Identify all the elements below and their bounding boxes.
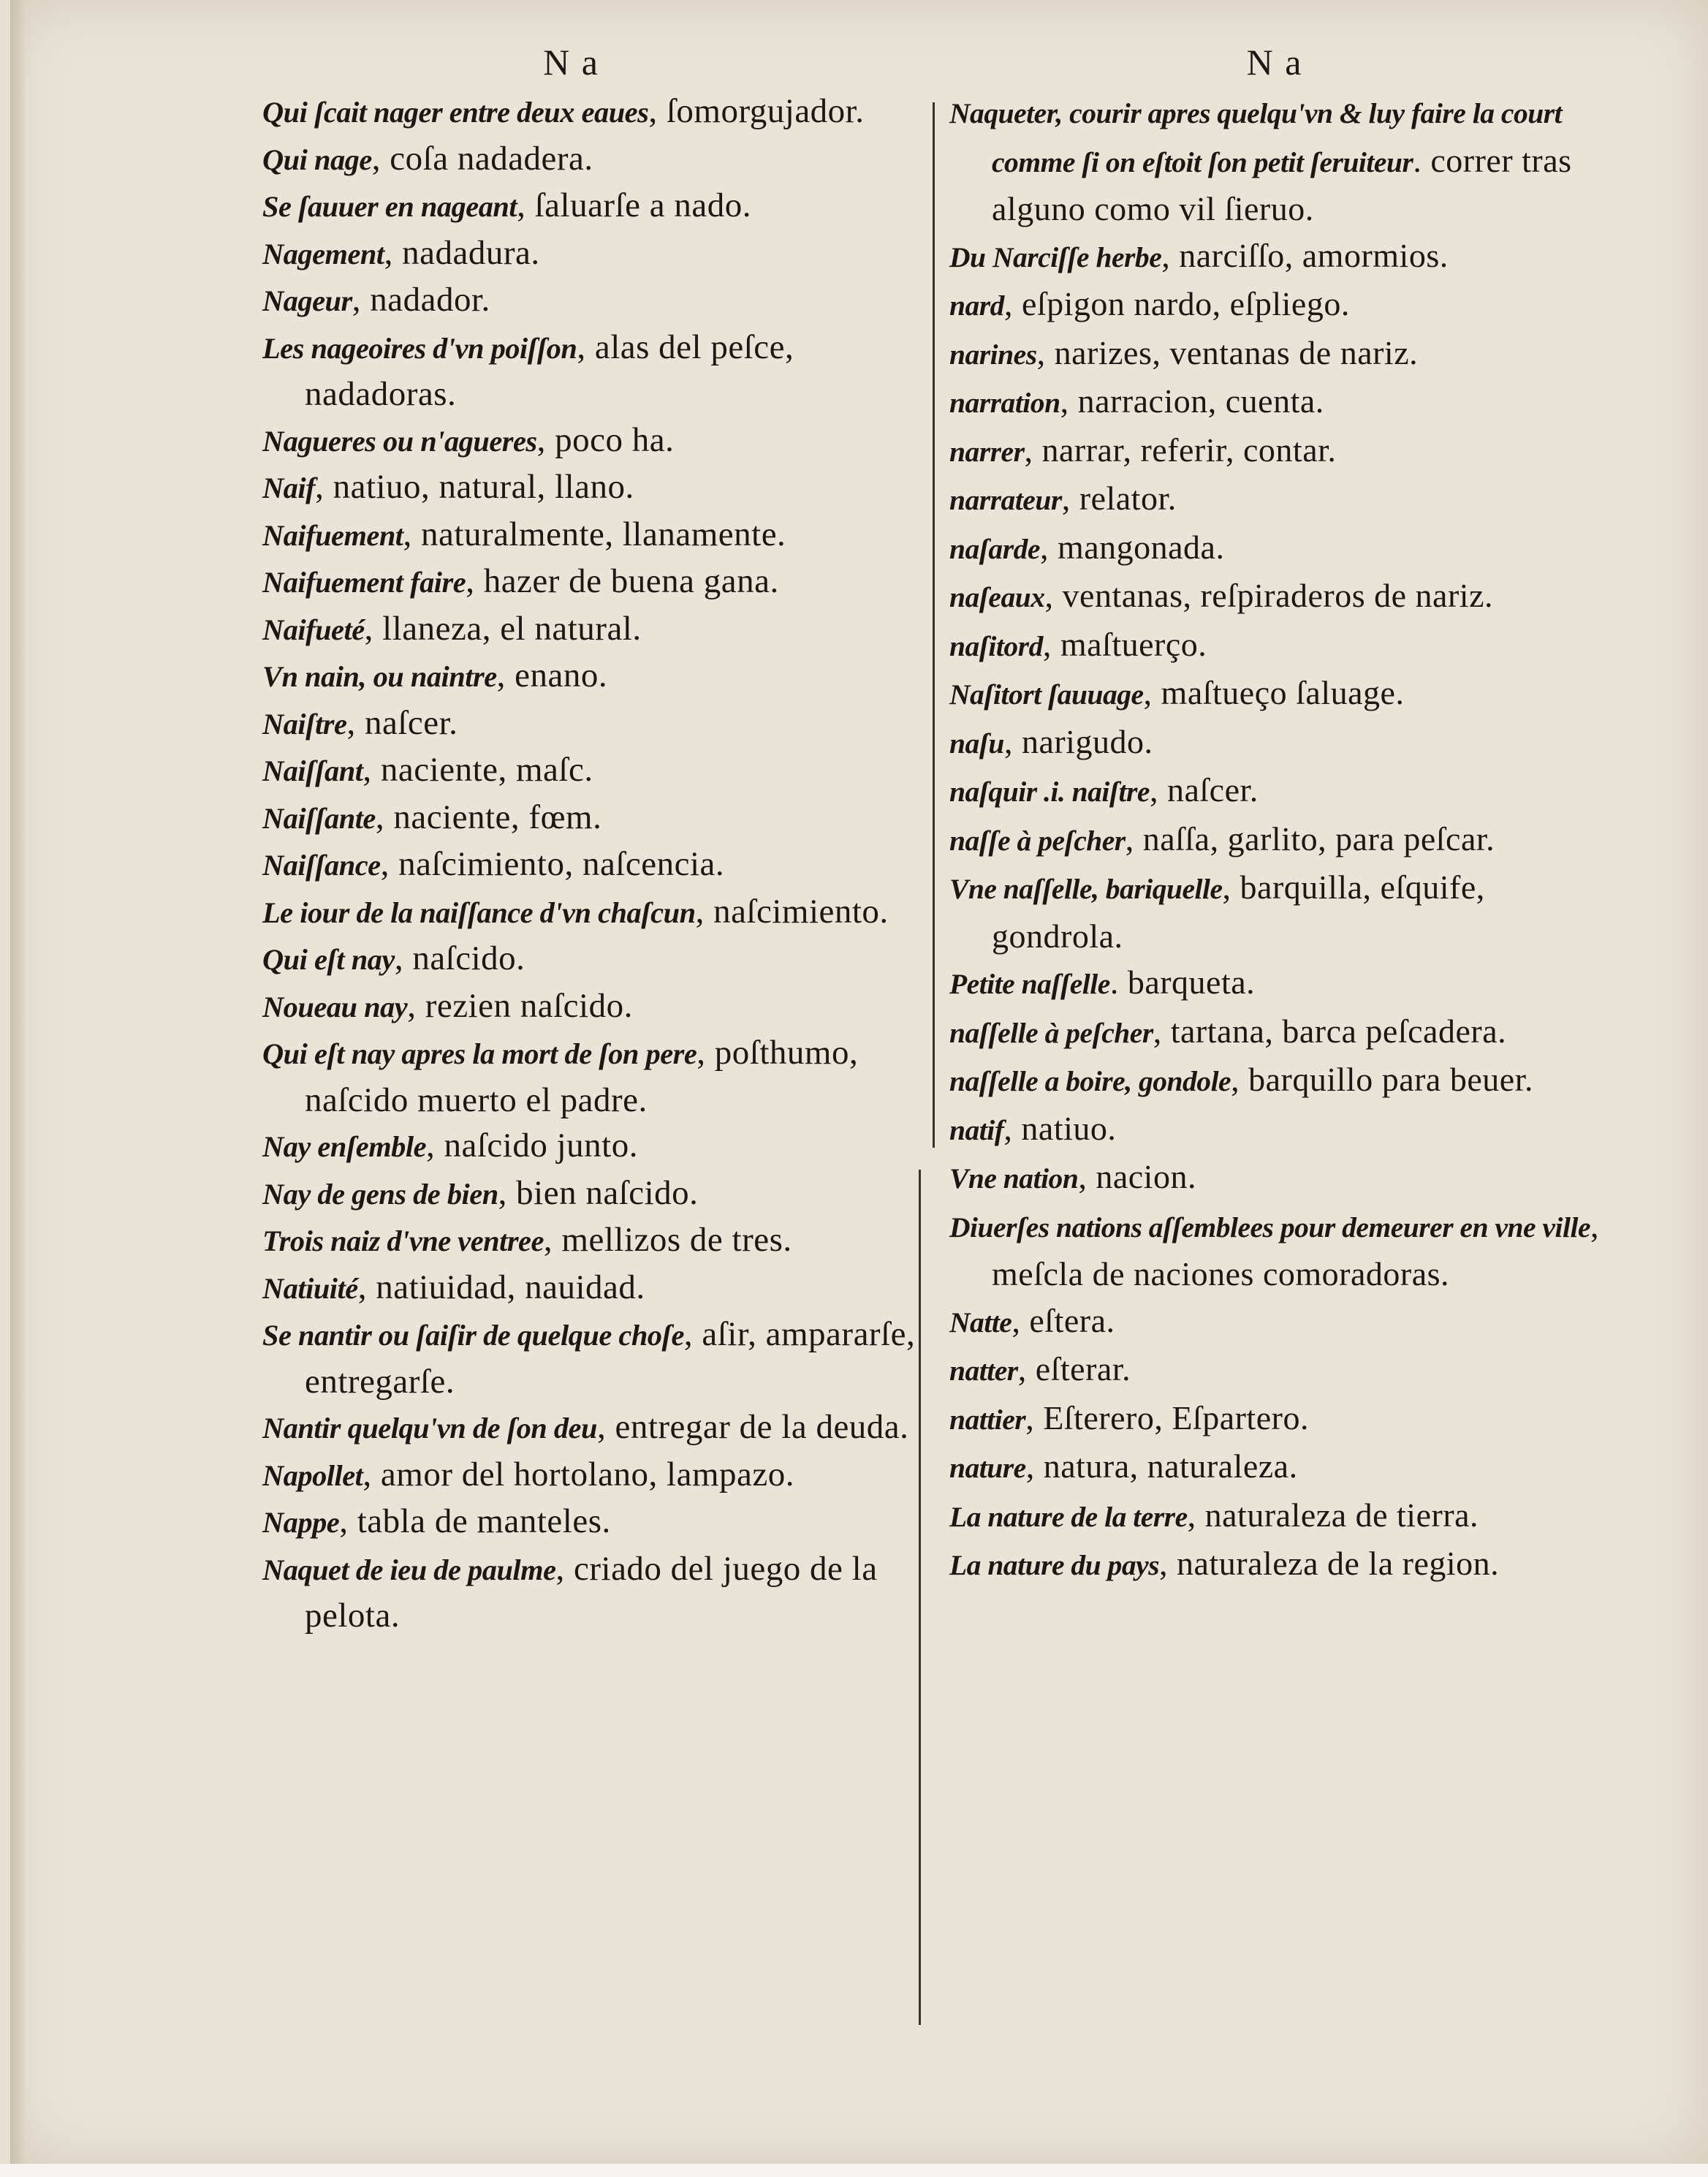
dictionary-entry	[262, 1452, 924, 1499]
dictionary-entry	[262, 88, 924, 136]
entry-headword: Natte	[949, 1306, 1012, 1339]
entry-translation: , naturaleza de tierra.	[1187, 1496, 1479, 1534]
dictionary-entry	[949, 427, 1622, 476]
page-bottom-edge	[0, 2164, 1708, 2177]
dictionary-entry	[949, 524, 1622, 573]
dictionary-entry	[949, 767, 1622, 816]
entry-headword: La nature de la terre	[949, 1500, 1188, 1533]
dictionary-entry	[949, 621, 1622, 670]
entry-headword: naſu	[949, 727, 1004, 760]
entry-headword: Naifuement faire	[262, 566, 466, 599]
entry-translation: , poſthumo, naſcido muerto el padre.	[305, 1034, 859, 1119]
entry-headword: Nagement	[262, 237, 384, 270]
entry-translation: , eſpigon nardo, eſpliego.	[1003, 285, 1350, 322]
entry-translation: , Eſterero, Eſpartero.	[1025, 1398, 1309, 1436]
entry-headword: Naiſſant	[262, 754, 363, 787]
entry-translation: , poco ha.	[536, 420, 675, 459]
entry-translation: , amor del hortolano, lampazo.	[363, 1455, 794, 1493]
dictionary-entry	[262, 1170, 924, 1218]
entry-translation: , entregar de la deuda.	[596, 1408, 909, 1446]
entry-headword: narines	[949, 338, 1037, 371]
entry-translation: , relator.	[1061, 480, 1177, 517]
entry-translation: , rezien naſcido.	[407, 986, 633, 1025]
dictionary-entry	[262, 606, 924, 654]
entry-headword: Qui eſt nay	[262, 943, 395, 976]
dictionary-entry	[949, 572, 1622, 621]
entry-translation: , bien naſcido.	[498, 1173, 699, 1212]
dictionary-entry	[949, 1154, 1622, 1203]
entry-translation: , naciente, maſc.	[363, 751, 593, 789]
dictionary-entry	[262, 512, 924, 559]
entry-translation: , natiuo, natural, llano.	[315, 468, 634, 506]
entry-headword: nattier	[949, 1403, 1026, 1436]
entry-headword: narrateur	[949, 484, 1062, 516]
entry-translation: , naſcido.	[394, 939, 525, 977]
dictionary-entry	[262, 795, 924, 842]
right-column	[949, 40, 1622, 1589]
entry-translation: , maſtueço ſaluage.	[1143, 674, 1405, 711]
entry-translation: , tabla de manteles.	[339, 1502, 611, 1540]
entry-headword: narrer	[949, 435, 1025, 468]
dictionary-entry	[262, 1030, 924, 1123]
dictionary-entry	[262, 1546, 924, 1639]
entry-translation: , naſſa, garlito, para peſcar.	[1125, 819, 1495, 857]
entry-headword: Se ſauuer en nageant	[262, 190, 517, 223]
entry-translation: , nacion.	[1078, 1158, 1196, 1195]
dictionary-entry	[262, 1265, 924, 1312]
dictionary-entry	[949, 864, 1622, 959]
entry-headword: Se nantir ou ſaiſir de quelque choſe	[262, 1319, 684, 1352]
entry-translation: , meſcla de naciones comoradoras.	[992, 1206, 1599, 1292]
dictionary-entry	[262, 936, 924, 983]
entry-headword: Qui eſt nay apres la mort de ſon pere	[262, 1037, 697, 1070]
entry-translation: , naſcer.	[1149, 771, 1259, 809]
entry-headword: Le iour de la naiſſance d'vn chaſcun	[262, 896, 696, 929]
entry-headword: Naifuement	[262, 518, 403, 552]
dictionary-entry	[949, 232, 1622, 281]
dictionary-entry	[949, 1540, 1622, 1589]
entry-headword: naſeaux	[949, 581, 1045, 613]
dictionary-entry	[949, 1105, 1622, 1154]
dictionary-entry	[949, 281, 1622, 330]
entry-headword: naſſelle à peſcher	[949, 1016, 1153, 1049]
entry-headword: Vne nation	[949, 1162, 1079, 1194]
dictionary-entry	[949, 330, 1622, 379]
entry-translation: , narizes, ventanas de nariz.	[1036, 333, 1419, 371]
dictionary-entry	[949, 475, 1622, 524]
entry-headword: nard	[949, 289, 1004, 322]
entry-translation: , naſcer.	[346, 703, 458, 742]
entry-translation: , coſa nadadera.	[371, 139, 593, 178]
entry-headword: Naifueté	[262, 613, 365, 646]
dictionary-entry	[262, 747, 924, 795]
dictionary-entry	[262, 653, 924, 700]
entry-headword: Naiſtre	[262, 707, 347, 741]
entry-headword: Qui ſcait nager entre deux eaues	[262, 96, 649, 129]
entry-headword: Nageur	[262, 284, 352, 317]
entry-translation: , ſomorgujador.	[648, 92, 865, 130]
right-column-header: N a	[1246, 42, 1303, 83]
entry-headword: Nagueres ou n'agueres	[262, 424, 537, 458]
dictionary-entry	[949, 1492, 1622, 1541]
entry-headword: Napollet	[262, 1458, 363, 1492]
entry-headword: Nay enſemble	[262, 1130, 427, 1163]
dictionary-entry	[949, 1298, 1622, 1347]
left-column	[262, 40, 924, 1639]
entry-translation: , ſaluarſe a nado.	[517, 186, 751, 224]
entry-translation: , naturalmente, llanamente.	[403, 515, 786, 553]
dictionary-entry	[262, 841, 924, 889]
entry-translation: , alas del peſce, nadadoras.	[305, 328, 794, 413]
dictionary-entry	[949, 1008, 1622, 1057]
dictionary-entry	[949, 1056, 1622, 1105]
right-entry-list	[949, 88, 1622, 1589]
entry-translation: , barquilla, eſquife, gondrola.	[992, 868, 1485, 955]
dictionary-entry	[262, 1123, 924, 1170]
entry-translation: , narrar, referir, contar.	[1024, 431, 1337, 469]
dictionary-entry	[949, 88, 1622, 232]
entry-translation: , eſtera.	[1011, 1301, 1115, 1339]
dictionary-entry	[262, 983, 924, 1031]
dictionary-entry	[262, 559, 924, 606]
entry-headword: Vne naſſelle, bariquelle	[949, 873, 1223, 905]
entry-headword: Nay de gens de bien	[262, 1177, 498, 1211]
dictionary-entry	[949, 959, 1622, 1008]
entry-translation: , tartana, barca peſcadera.	[1153, 1012, 1507, 1050]
column-rule-left	[933, 102, 935, 1148]
entry-headword: Du Narciſſe herbe	[949, 241, 1162, 273]
entry-translation: , naturaleza de la region.	[1159, 1545, 1500, 1582]
entry-headword: Natiuité	[262, 1271, 358, 1305]
entry-translation: , barquillo para beuer.	[1231, 1061, 1533, 1098]
entry-translation: . correr tras alguno como vil ſieruo.	[992, 141, 1572, 227]
entry-translation: , natiuidad, nauidad.	[357, 1268, 645, 1306]
entry-translation: , naſcimiento.	[695, 892, 889, 931]
entry-headword: Naquet de ieu de paulme	[262, 1553, 556, 1586]
dictionary-entry	[262, 230, 924, 278]
dictionary-entry	[949, 670, 1622, 719]
entry-headword: Nantir quelqu'vn de ſon deu	[262, 1412, 597, 1445]
dictionary-entry	[262, 1217, 924, 1265]
entry-headword: naſitord	[949, 629, 1043, 662]
entry-headword: narration	[949, 387, 1060, 419]
dictionary-entry	[262, 183, 924, 230]
entry-headword: Les nageoires d'vn poiſſon	[262, 331, 577, 365]
entry-headword: Vn nain, ou naintre	[262, 660, 497, 693]
dictionary-entry	[949, 1395, 1622, 1444]
dictionary-entry	[949, 1203, 1622, 1298]
entry-translation: , naſcido junto.	[426, 1127, 638, 1165]
dictionary-entry	[949, 719, 1622, 768]
left-entry-list	[262, 88, 924, 1639]
entry-headword: Qui nage	[262, 143, 372, 176]
entry-headword: Diuerſes nations aſſemblees pour demeurer en vne ville	[949, 1211, 1590, 1243]
entry-translation: , enano.	[496, 656, 608, 694]
dictionary-entry	[949, 816, 1622, 865]
entry-translation: , naciente, fœm.	[375, 798, 602, 836]
dictionary-entry	[262, 889, 924, 936]
entry-translation: , naſcimiento, naſcencia.	[380, 845, 725, 883]
entry-translation: , hazer de buena gana.	[466, 562, 779, 600]
entry-translation: , natura, naturaleza.	[1025, 1447, 1298, 1485]
entry-headword: natif	[949, 1113, 1004, 1146]
dictionary-entry	[949, 1346, 1622, 1395]
dictionary-entry	[262, 277, 924, 325]
entry-headword: La nature du pays	[949, 1549, 1160, 1581]
entry-translation: , natiuo.	[1003, 1109, 1117, 1147]
entry-headword: Naſitort ſauuage	[949, 678, 1144, 711]
entry-translation: , nadador.	[352, 281, 490, 319]
entry-translation: , mangonada.	[1039, 528, 1225, 566]
dictionary-entry	[262, 464, 924, 512]
entry-translation: , eſterar.	[1017, 1350, 1131, 1387]
entry-headword: nature	[949, 1452, 1026, 1484]
entry-translation: , maſtuerço.	[1042, 625, 1207, 663]
entry-headword: naſarde	[949, 532, 1040, 565]
left-column-header: N a	[543, 42, 599, 83]
entry-translation: , llaneza, el natural.	[364, 609, 642, 648]
entry-translation: , aſir, ampararſe, entregarſe.	[305, 1315, 916, 1401]
entry-headword: naſſelle a boire, gondole	[949, 1065, 1231, 1097]
dictionary-entry	[262, 325, 924, 417]
entry-headword: naſquir .i. naiſtre	[949, 776, 1150, 808]
dictionary-entry	[262, 417, 924, 465]
dictionary-entry	[262, 700, 924, 748]
entry-headword: Noueau nay	[262, 990, 408, 1023]
dictionary-entry	[262, 1311, 924, 1404]
entry-headword: Trois naiz d'vne ventree	[262, 1224, 544, 1257]
dictionary-entry	[949, 378, 1622, 427]
dictionary-entry	[262, 136, 924, 183]
entry-translation: , narciſſo, amormios.	[1161, 236, 1449, 274]
dictionary-entry	[262, 1404, 924, 1452]
dictionary-page	[10, 0, 1708, 2164]
dictionary-entry	[262, 1499, 924, 1546]
entry-headword: Naiſſance	[262, 849, 381, 882]
entry-headword: Naqueter, courir apres quelqu'vn & luy faire la court comme ſi on eſtoit ſon petit ſeruiteur	[949, 97, 1563, 178]
entry-headword: Naif	[262, 472, 316, 504]
entry-headword: Petite naſſelle	[949, 968, 1110, 1000]
entry-translation: , nadadura.	[384, 233, 540, 272]
entry-headword: Naiſſante	[262, 801, 376, 835]
entry-translation: , narigudo.	[1003, 722, 1153, 760]
entry-translation: , ventanas, reſpiraderos de nariz.	[1044, 577, 1493, 614]
entry-headword: Nappe	[262, 1506, 340, 1539]
dictionary-entry	[949, 1443, 1622, 1492]
entry-translation: . barqueta.	[1109, 963, 1256, 1001]
entry-translation: , narracion, cuenta.	[1060, 382, 1324, 420]
entry-translation: , mellizos de tres.	[543, 1221, 792, 1259]
gutter-shadow	[10, 0, 26, 2164]
entry-translation: , criado del juego de la pelota.	[305, 1549, 878, 1635]
entry-headword: natter	[949, 1355, 1018, 1387]
entry-headword: naſſe à peſcher	[949, 824, 1126, 857]
